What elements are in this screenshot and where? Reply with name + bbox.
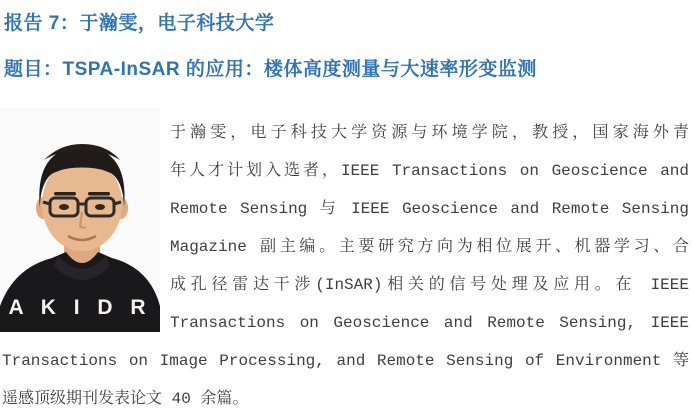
bio-line: 于瀚雯，电子科技大学资源与环境学院，教授，国家海外青 [170,124,689,142]
bio-line: Transactions on Image Processing, and Remote Sensing of Environment 等 [2,352,689,370]
hoodie-letters-text: A K I D R [8,296,152,319]
speaker-bio-paragraph [2,114,689,418]
bio-line: 遥感顶级期刊发表论文 40 余篇。 [2,390,249,408]
bio-line: 成孔径雷达干涉(InSAR)相关的信号处理及应用。在 IEEE [170,276,689,294]
bio-line: 年人才计划入选者，IEEE Transactions on Geoscience and [170,162,689,180]
report-heading: 报告 7：于瀚雯，电子科技大学 [4,13,275,34]
bio-line: Magazine 副主编。主要研究方向为相位展开、机器学习、合 [170,238,689,256]
bio-line: Transactions on Geoscience and Remote Sensing, IEEE [170,314,689,332]
topic-heading: 题目：TSPA-InSAR 的应用：楼体高度测量与大速率形变监测 [4,59,537,80]
bio-line: Remote Sensing 与 IEEE Geoscience and Remote Sensing [170,200,689,218]
